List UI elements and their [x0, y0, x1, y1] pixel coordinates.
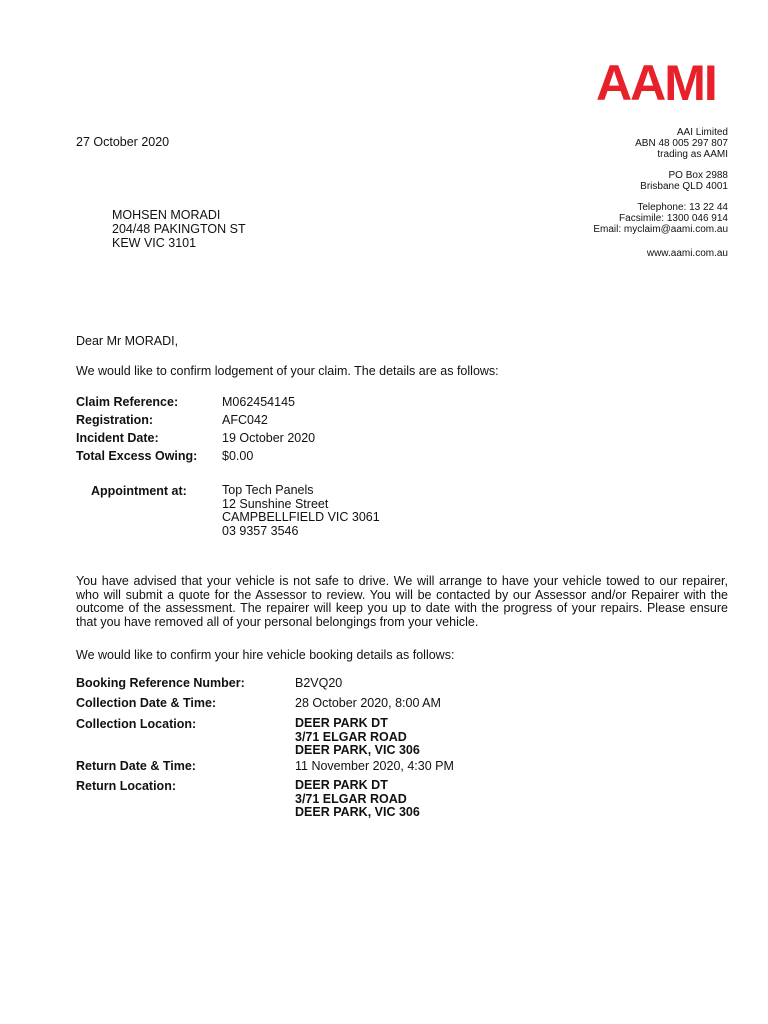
- hire-label: Collection Location:: [76, 717, 197, 731]
- company-facsimile: Facsimile: 1300 046 914: [619, 213, 728, 224]
- aami-logo: AAMI: [596, 55, 716, 111]
- claim-row: [76, 447, 315, 465]
- company-details: [593, 127, 728, 259]
- hire-label: Booking Reference Number:: [76, 676, 245, 690]
- appointment-line: 03 9357 3546: [222, 523, 299, 538]
- hire-label: Collection Date & Time:: [76, 696, 217, 710]
- appointment-address: [222, 484, 380, 538]
- claim-label: Registration:: [76, 413, 154, 427]
- recipient-address: [112, 208, 246, 250]
- hire-row-booking-ref: [76, 676, 454, 696]
- claim-value: 19 October 2020: [222, 431, 316, 445]
- hire-location-line: DEER PARK DT: [295, 778, 388, 792]
- claim-details: [76, 393, 315, 465]
- hire-value: B2VQ20: [295, 676, 343, 690]
- claim-row: [76, 411, 315, 429]
- hire-location-line: DEER PARK, VIC 306: [295, 805, 420, 819]
- hire-location-line: DEER PARK DT: [295, 716, 388, 730]
- company-abn: ABN 48 005 297 807: [635, 138, 728, 149]
- company-trading: trading as AAMI: [657, 149, 728, 160]
- claim-label: Incident Date:: [76, 431, 159, 445]
- hire-row-return-datetime: [76, 759, 454, 779]
- hire-location-address: [295, 717, 420, 759]
- hire-location-address: [295, 779, 420, 820]
- claim-row: [76, 429, 315, 447]
- appointment-label: Appointment at:: [91, 484, 187, 498]
- hire-label: Return Location:: [76, 779, 176, 793]
- claim-row: [76, 393, 315, 411]
- letter-date: 27 October 2020: [76, 135, 170, 149]
- hire-location-line: 3/71 ELGAR ROAD: [295, 791, 407, 806]
- hire-value: 28 October 2020, 8:00 AM: [295, 696, 441, 710]
- salutation: Dear Mr MORADI,: [76, 334, 179, 348]
- hire-location-line: DEER PARK, VIC 306: [295, 743, 420, 757]
- hire-row-collection-location: [76, 717, 454, 759]
- recipient-suburb: KEW VIC 3101: [112, 236, 197, 250]
- appointment-line: CAMPBELLFIELD VIC 3061: [222, 510, 380, 524]
- company-city: Brisbane QLD 4001: [640, 181, 728, 192]
- company-telephone: Telephone: 13 22 44: [637, 202, 728, 213]
- hire-value: 11 November 2020, 4:30 PM: [295, 759, 454, 773]
- claim-value: AFC042: [222, 413, 268, 427]
- claim-value: $0.00: [222, 449, 254, 463]
- company-website: www.aami.com.au: [646, 248, 728, 259]
- claim-label: Claim Reference:: [76, 395, 179, 409]
- hire-intro: We would like to confirm your hire vehicle booking details as follows:: [76, 648, 455, 662]
- hire-label: Return Date & Time:: [76, 759, 196, 773]
- appointment-block: [91, 484, 380, 538]
- recipient-name: MOHSEN MORADI: [112, 208, 221, 222]
- claim-label: Total Excess Owing:: [76, 449, 198, 463]
- hire-row-collection-datetime: [76, 696, 454, 717]
- appointment-line: Top Tech Panels: [222, 483, 314, 497]
- claim-value: M062454145: [222, 395, 295, 409]
- recipient-street: 204/48 PAKINGTON ST: [112, 222, 246, 236]
- hire-location-line: 3/71 ELGAR ROAD: [295, 729, 407, 744]
- company-name: AAI Limited: [676, 127, 728, 138]
- claim-intro: We would like to confirm lodgement of your claim. The details are as follows:: [76, 364, 499, 378]
- appointment-line: 12 Sunshine Street: [222, 496, 329, 511]
- advice-paragraph: You have advised that your vehicle is not safe to drive. We will arrange to have your vehicle towed to our repairer, who will submit a quote for the Assessor to review. You will be contacted by our Assessor and/or Repairer with the outcome of the assessment. The repairer will keep you up to date with the progress of your repairs. Please ensure that you have removed all of your personal belongings from your vehicle.: [76, 574, 728, 629]
- company-po-box: PO Box 2988: [668, 170, 728, 181]
- hire-details: [76, 676, 454, 820]
- hire-row-return-location: [76, 779, 454, 820]
- company-email: Email: myclaim@aami.com.au: [593, 224, 728, 235]
